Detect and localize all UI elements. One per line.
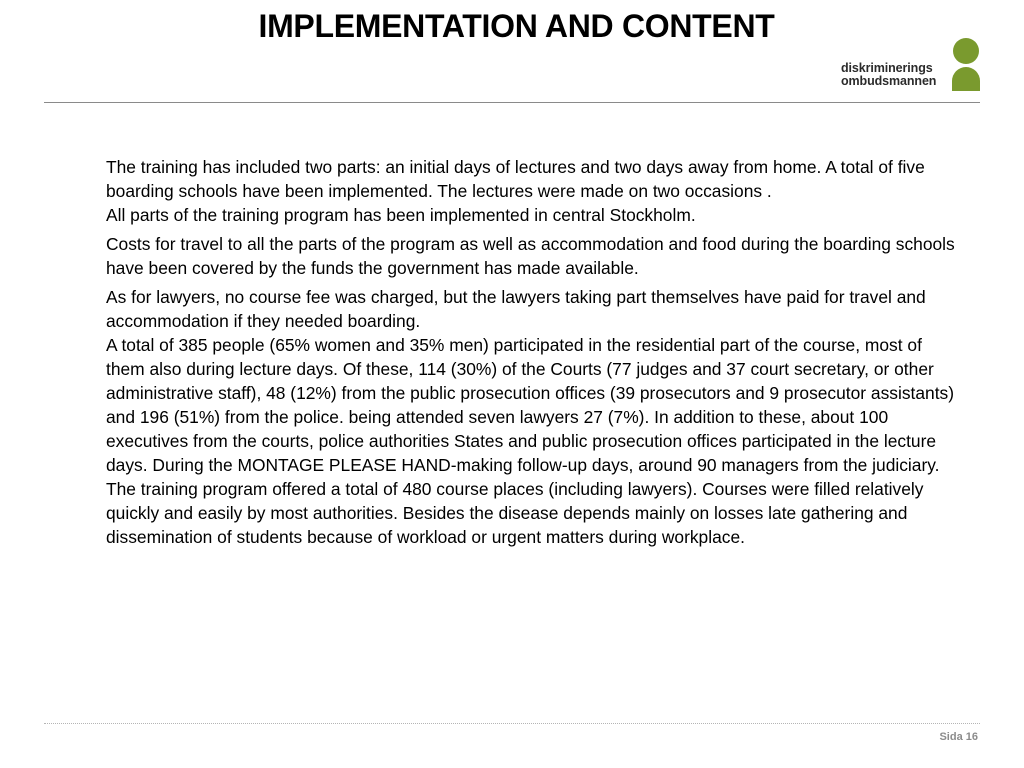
logo-wordmark (841, 62, 936, 88)
logo-line-1: diskriminerings (841, 61, 933, 75)
page-number: Sida 16 (939, 731, 978, 743)
slide-body (106, 155, 962, 554)
organization-logo (838, 37, 983, 93)
logo-body-shape (952, 67, 980, 91)
header-divider (44, 102, 980, 103)
page-title: IMPLEMENTATION AND CONTENT (258, 8, 775, 44)
body-paragraph-3: As for lawyers, no course fee was charged, but the lawyers taking part themselves have paid for travel and accommodation if they needed boarding. A total of 385 people (65% women and 35% men) participated in the residential part of the course, most of them also during lecture days. Of these, 114 (30%) of the Courts (77 judges and 37 court secretary, or other administrative staff), 48 (12%) from the public prosecution offices (39 prosecutors and 9 prosecutor assistants) and 196 (51%) from the police. being attended seven lawyers 27 (7%). In addition to these, about 100 executives from the courts, police authorities States and public prosecution offices participated in the lecture days. During the MONTAGE PLEASE HAND-making follow-up days, around 90 managers from the judiciary. The training program offered a total of 480 course places (including lawyers). Courses were filled relatively quickly and easily by most authorities. Besides the disease depends mainly on losses late gathering and dissemination of students because of workload or urgent matters during workplace. (106, 287, 955, 547)
logo-figure-icon (950, 37, 982, 91)
logo-head-shape (953, 38, 979, 64)
footer-divider (44, 723, 980, 724)
logo-line-2: ombudsmannen (841, 74, 937, 88)
body-paragraph-2: Costs for travel to all the parts of the program as well as accommodation and food during the boarding schools have been covered by the funds the government has made available. (106, 234, 955, 278)
body-paragraph-1: The training has included two parts: an initial days of lectures and two days away from home. A total of five boarding schools have been implemented. The lectures were made on two occasions . All parts of the training program has been implemented in central Stockholm. (106, 157, 925, 225)
